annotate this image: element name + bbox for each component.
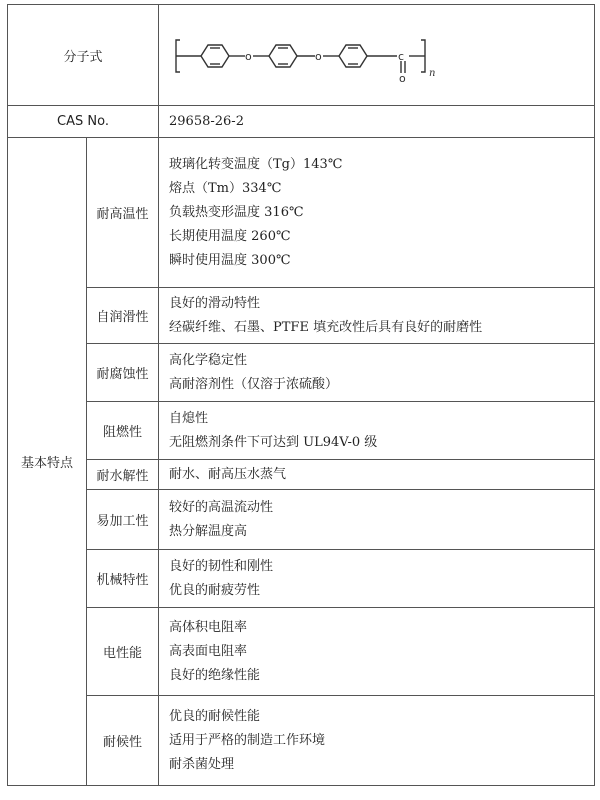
feature-line: 良好的韧性和刚性 bbox=[169, 558, 274, 574]
feature-row bbox=[8, 288, 595, 344]
feature-line: 高体积电阻率 bbox=[169, 619, 248, 635]
feature-name: 耐候性 bbox=[87, 696, 159, 786]
repeat-subscript: n bbox=[429, 68, 436, 79]
feature-name: 机械特性 bbox=[87, 550, 159, 608]
feature-name: 自润滑性 bbox=[87, 288, 159, 344]
feature-line: 适用于严格的制造工作环境 bbox=[169, 732, 326, 748]
feature-desc bbox=[159, 288, 595, 344]
feature-line: 良好的绝缘性能 bbox=[169, 667, 261, 683]
feature-line: 长期使用温度 260℃ bbox=[169, 228, 291, 244]
feature-line: 热分解温度高 bbox=[169, 523, 248, 539]
feature-line: 耐水、耐高压水蒸气 bbox=[169, 466, 287, 482]
feature-row bbox=[8, 490, 595, 550]
feature-line: 瞬时使用温度 300℃ bbox=[169, 252, 291, 268]
feature-desc bbox=[159, 138, 595, 288]
feature-desc bbox=[159, 402, 595, 460]
feature-name: 易加工性 bbox=[87, 490, 159, 550]
feature-row bbox=[8, 608, 595, 696]
feature-line: 高表面电阻率 bbox=[169, 643, 248, 659]
cas-row bbox=[8, 106, 595, 138]
feature-line: 优良的耐候性能 bbox=[169, 708, 261, 724]
peek-spec-table bbox=[7, 4, 595, 786]
feature-desc bbox=[159, 460, 595, 490]
feature-line: 高耐溶剂性（仅溶于浓硫酸） bbox=[169, 376, 339, 392]
feature-name: 阻燃性 bbox=[87, 402, 159, 460]
feature-desc bbox=[159, 696, 595, 786]
cas-value: 29658-26-2 bbox=[159, 106, 595, 138]
feature-line: 熔点（Tm）334℃ bbox=[169, 180, 282, 196]
feature-desc bbox=[159, 608, 595, 696]
feature-line: 玻璃化转变温度（Tg）143℃ bbox=[169, 156, 343, 172]
feature-name: 耐腐蚀性 bbox=[87, 344, 159, 402]
feature-line: 较好的高温流动性 bbox=[169, 499, 274, 515]
formula-row bbox=[8, 5, 595, 106]
feature-desc bbox=[159, 550, 595, 608]
cas-label: CAS No. bbox=[8, 106, 159, 138]
feature-desc bbox=[159, 490, 595, 550]
formula-label: 分子式 bbox=[8, 5, 159, 106]
svg-text:c: c bbox=[398, 50, 405, 63]
feature-line: 高化学稳定性 bbox=[169, 352, 248, 368]
feature-row bbox=[8, 550, 595, 608]
svg-text:o: o bbox=[399, 72, 406, 85]
feature-row bbox=[8, 402, 595, 460]
feature-name: 耐高温性 bbox=[87, 138, 159, 288]
feature-line: 良好的滑动特性 bbox=[169, 295, 261, 311]
feature-row bbox=[8, 138, 595, 288]
features-label: 基本特点 bbox=[8, 138, 87, 786]
feature-line: 无阻燃剂条件下可达到 UL94V-0 级 bbox=[169, 434, 378, 450]
feature-row bbox=[8, 460, 595, 490]
feature-name: 电性能 bbox=[87, 608, 159, 696]
feature-desc bbox=[159, 344, 595, 402]
feature-line: 自熄性 bbox=[169, 410, 209, 426]
svg-text:o: o bbox=[245, 50, 252, 63]
feature-name: 耐水解性 bbox=[87, 460, 159, 490]
peek-structure-diagram bbox=[171, 13, 471, 93]
feature-line: 优良的耐疲劳性 bbox=[169, 582, 261, 598]
feature-row bbox=[8, 696, 595, 786]
feature-line: 耐杀菌处理 bbox=[169, 756, 235, 772]
feature-row bbox=[8, 344, 595, 402]
svg-text:o: o bbox=[315, 50, 322, 63]
feature-line: 经碳纤维、石墨、PTFE 填充改性后具有良好的耐磨性 bbox=[169, 319, 483, 335]
structural-formula bbox=[159, 5, 595, 106]
feature-line: 负载热变形温度 316℃ bbox=[169, 204, 304, 220]
